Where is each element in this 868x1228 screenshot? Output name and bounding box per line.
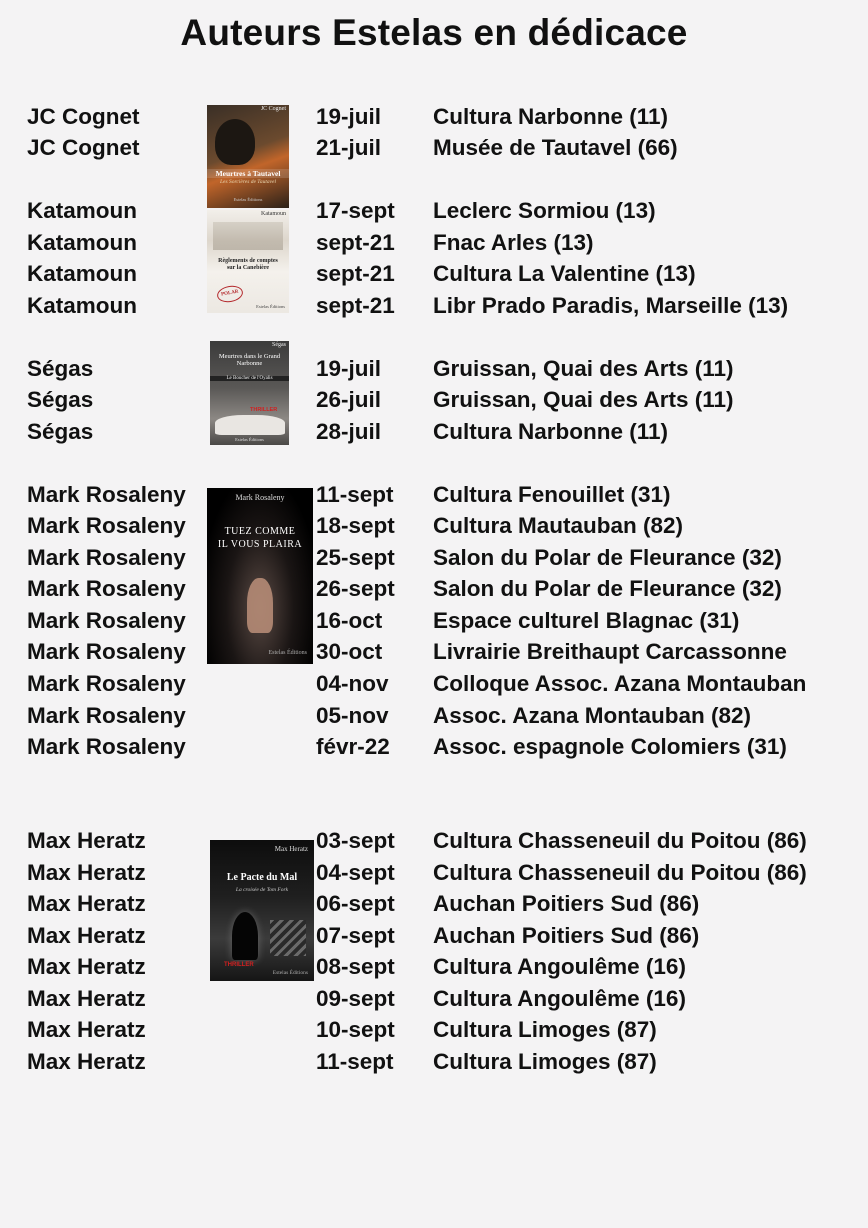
row-venue: Assoc. Azana Montauban (82): [433, 703, 751, 728]
cover-author: Max Heratz: [274, 845, 308, 853]
table-row: [0, 290, 868, 321]
row-date: 19-juil: [316, 104, 382, 129]
row-date: 21-juil: [316, 135, 382, 160]
cover-author: JC Cognet: [260, 106, 286, 112]
row-author: Mark Rosaleny: [27, 482, 186, 507]
row-author: Ségas: [27, 387, 94, 412]
row-author: JC Cognet: [27, 135, 140, 160]
row-date: 10-sept: [316, 1017, 395, 1042]
cover-author: Mark Rosaleny: [235, 493, 285, 502]
row-author: Mark Rosaleny: [27, 639, 186, 664]
row-venue: Cultura La Valentine (13): [433, 261, 696, 286]
row-venue: Livrairie Breithaupt Carcassonne: [433, 639, 787, 664]
row-author: Max Heratz: [27, 954, 146, 979]
row-author: Ségas: [27, 419, 94, 444]
book-cover-segas: [210, 341, 289, 445]
row-date: 26-sept: [316, 576, 395, 601]
table-row: [0, 227, 868, 258]
page-title: Auteurs Estelas en dédicace: [180, 12, 688, 53]
table-row: [0, 353, 868, 384]
cover-cityscape: [213, 222, 283, 250]
row-author: Ségas: [27, 356, 94, 381]
row-venue: Musée de Tautavel (66): [433, 135, 678, 160]
row-date: 25-sept: [316, 545, 395, 570]
row-date: 18-sept: [316, 513, 395, 538]
book-cover-heratz: [210, 840, 314, 981]
row-author: Mark Rosaleny: [27, 703, 186, 728]
row-date: 07-sept: [316, 923, 395, 948]
table-row: [0, 101, 868, 132]
row-venue: Salon du Polar de Fleurance (32): [433, 545, 782, 570]
table-row: [0, 1014, 868, 1045]
cover-figure: [215, 119, 255, 165]
row-date: sept-21: [316, 230, 395, 255]
row-venue: Assoc. espagnole Colomiers (31): [433, 734, 787, 759]
row-author: Mark Rosaleny: [27, 734, 186, 759]
table-row: [0, 888, 868, 919]
row-date: 04-sept: [316, 860, 395, 885]
book-cover-katamoun: [207, 210, 289, 313]
table-row: [0, 857, 868, 888]
row-author: Max Heratz: [27, 1049, 146, 1074]
row-author: Katamoun: [27, 293, 138, 318]
row-venue: Libr Prado Paradis, Marseille (13): [433, 293, 789, 318]
table-row: [0, 542, 868, 573]
row-date: 04-nov: [316, 671, 389, 696]
row-author: Mark Rosaleny: [27, 513, 186, 538]
table-row: [0, 920, 868, 951]
row-date: 11-sept: [316, 482, 394, 507]
row-author: Max Heratz: [27, 891, 146, 916]
row-author: Max Heratz: [27, 986, 146, 1011]
row-author: Mark Rosaleny: [27, 608, 186, 633]
row-date: 17-sept: [316, 198, 395, 223]
cover-bed-illustration: [215, 415, 285, 435]
table-row: [0, 416, 868, 447]
row-date: 03-sept: [316, 828, 395, 853]
row-venue: Cultura Chasseneuil du Poitou (86): [433, 860, 807, 885]
book-cover-cognet: [207, 105, 289, 208]
row-date: 16-oct: [316, 608, 383, 633]
row-venue: Espace culturel Blagnac (31): [433, 608, 740, 633]
cover-genre: THRILLER: [250, 407, 278, 413]
row-venue: Cultura Limoges (87): [433, 1049, 657, 1074]
table-row: [0, 258, 868, 289]
row-venue: Auchan Poitiers Sud (86): [433, 891, 700, 916]
table-row: [0, 731, 868, 762]
table-row: [0, 384, 868, 415]
row-venue: Cultura Mautauban (82): [433, 513, 684, 538]
row-venue: Gruissan, Quai des Arts (11): [433, 356, 734, 381]
row-author: Mark Rosaleny: [27, 671, 186, 696]
table-row: [0, 132, 868, 163]
row-author: JC Cognet: [27, 104, 140, 129]
row-date: 06-sept: [316, 891, 395, 916]
table-row: [0, 700, 868, 731]
cover-title-line2: IL VOUS PLAIRA: [217, 539, 303, 550]
cover-title: Règlements de comptes sur la Canebière: [218, 258, 278, 271]
row-venue: Leclerc Sormiou (13): [433, 198, 656, 223]
row-venue: Auchan Poitiers Sud (86): [433, 923, 700, 948]
row-date: 05-nov: [316, 703, 389, 728]
row-author: Max Heratz: [27, 1017, 146, 1042]
cover-publisher: Estelas Éditions: [256, 304, 285, 309]
row-date: 08-sept: [316, 954, 395, 979]
cover-staircase: [270, 920, 306, 956]
row-date: 26-juil: [316, 387, 382, 412]
cover-genre: THRILLER: [224, 962, 254, 968]
row-author: Mark Rosaleny: [27, 576, 186, 601]
table-row: [0, 573, 868, 604]
table-row: [0, 1046, 868, 1077]
row-venue: Cultura Limoges (87): [433, 1017, 657, 1042]
cover-figure: [247, 578, 273, 633]
book-cover-rosaleny: [207, 488, 313, 664]
row-venue: Gruissan, Quai des Arts (11): [433, 387, 734, 412]
cover-title: Le Pacte du Mal: [226, 872, 298, 883]
row-author: Max Heratz: [27, 860, 146, 885]
row-author: Katamoun: [27, 261, 138, 286]
row-venue: Fnac Arles (13): [433, 230, 594, 255]
cover-author: Katamoun: [261, 211, 286, 217]
cover-subtitle: La croisée de Tom Fork: [235, 887, 289, 893]
table-row: [0, 951, 868, 982]
cover-subtitle: Le Boucher de l'Oyalis: [210, 376, 289, 381]
row-venue: Colloque Assoc. Azana Montauban: [433, 671, 807, 696]
row-author: Katamoun: [27, 230, 138, 255]
row-author: Katamoun: [27, 198, 138, 223]
row-date: 09-sept: [316, 986, 395, 1011]
cover-publisher: Estelas Éditions: [272, 970, 308, 976]
row-venue: Cultura Fenouillet (31): [433, 482, 671, 507]
cover-subtitle: Les Sorcières de Tautavel: [219, 179, 277, 185]
row-date: 28-juil: [316, 419, 382, 444]
cover-title: Meurtres à Tautavel: [207, 169, 289, 178]
row-date: 30-oct: [316, 639, 383, 664]
row-author: Max Heratz: [27, 828, 146, 853]
table-row: [0, 479, 868, 510]
table-row: [0, 195, 868, 226]
table-row: [0, 510, 868, 541]
row-date: sept-21: [316, 293, 395, 318]
cover-author: Ségas: [272, 342, 286, 348]
row-venue: Cultura Angoulême (16): [433, 986, 686, 1011]
row-date: 19-juil: [316, 356, 382, 381]
row-venue: Cultura Chasseneuil du Poitou (86): [433, 828, 807, 853]
table-row: [0, 983, 868, 1014]
cover-figure: [232, 912, 258, 960]
cover-publisher: Estelas Éditions: [235, 437, 264, 442]
cover-title-line1: TUEZ COMME: [224, 526, 296, 537]
row-author: Mark Rosaleny: [27, 545, 186, 570]
row-date: 11-sept: [316, 1049, 394, 1074]
row-venue: Cultura Angoulême (16): [433, 954, 686, 979]
row-venue: Cultura Narbonne (11): [433, 104, 669, 129]
row-venue: Salon du Polar de Fleurance (32): [433, 576, 782, 601]
row-date: févr-22: [316, 734, 390, 759]
cover-publisher: Estelas Éditions: [268, 650, 307, 656]
table-row: [0, 636, 868, 667]
cover-title: Meurtres dans le Grand Narbonne: [218, 353, 281, 367]
row-date: sept-21: [316, 261, 395, 286]
cover-stamp: POLAR: [216, 284, 244, 304]
row-author: Max Heratz: [27, 923, 146, 948]
cover-publisher: Estelas Éditions: [233, 197, 263, 202]
table-row: [0, 605, 868, 636]
table-row: [0, 668, 868, 699]
table-row: [0, 825, 868, 856]
row-venue: Cultura Narbonne (11): [433, 419, 669, 444]
